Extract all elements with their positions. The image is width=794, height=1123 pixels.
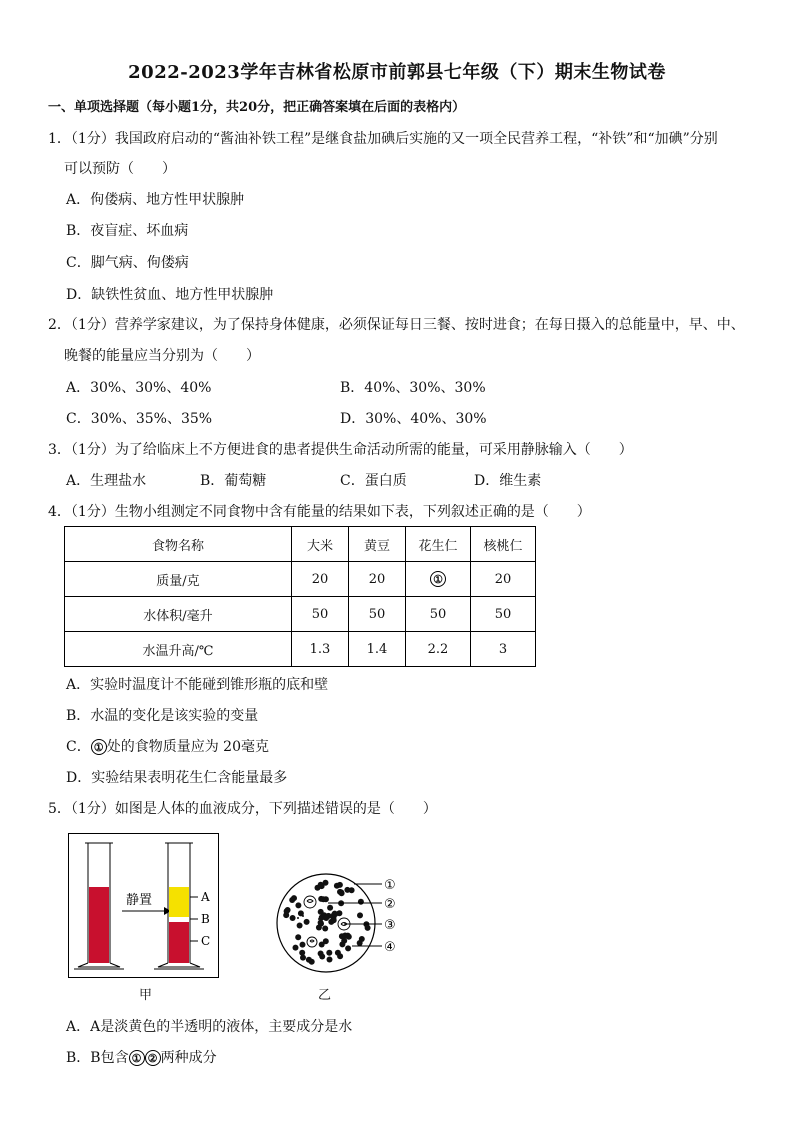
table-cell: 质量/克 [65,562,292,597]
q2-option-a: A．30%、30%、40% [66,380,212,396]
q1-stem: 1．（1分）我国政府启动的“酱油补铁工程”是继食盐加碘后实施的又一项全民营养工程，“补铁”和“加碘”分别 [48,131,718,147]
red-blood-cell [297,923,303,929]
table-cell: 50 [471,597,536,632]
table-header-cell: 花生仁 [406,527,471,562]
blood-smear-figure [272,870,410,976]
food-energy-table [64,526,536,667]
table-cell [406,562,471,597]
table-header-cell: 核桃仁 [471,527,536,562]
figure-caption-jia: 甲 [139,988,153,1003]
q4-option-c [66,736,269,756]
red-blood-cell [318,920,324,926]
q5-stem: 5．（1分）如图是人体的血液成分，下列描述错误的是（ ） [48,801,437,817]
red-blood-cell [327,905,333,911]
table-header-row [65,527,536,562]
page-title: 2022-2023学年吉林省松原市前郭县七年级（下）期末生物试卷 [128,62,666,83]
q4-stem: 4．（1分）生物小组测定不同食物中含有能量的结果如下表，下列叙述正确的是（ ） [48,504,591,520]
red-blood-cell [306,957,312,963]
table-cell: 20 [292,562,349,597]
q2-option-b: B．40%、30%、30% [340,380,486,396]
q4-option-a: A．实验时温度计不能碰到锥形瓶的底和壁 [66,677,329,693]
red-blood-cell [299,950,305,956]
q2-option-c: C．30%、35%、35% [66,411,213,427]
q5-option-b [66,1047,217,1067]
red-blood-cell [284,908,290,914]
red-blood-cell [339,890,345,896]
q3-option-b: B．葡萄糖 [200,473,267,489]
q2-stem: 2．（1分）营养学家建议，为了保持身体健康，必须保证每日三餐、按时进食；在每日摄入的总能量中，早、中、 [48,317,745,333]
layer-label-a: A [201,890,210,904]
red-blood-cell [300,942,306,948]
table-header-cell: 黄豆 [349,527,406,562]
table-row [65,562,536,597]
table-cell: 1.3 [292,632,349,667]
red-blood-cell [295,902,301,908]
q1-option-b: B．夜盲症、坏血病 [66,223,189,239]
red-blood-cell [332,911,338,917]
q3-option-c: C．蛋白质 [340,473,407,489]
table-cell: 1.4 [349,632,406,667]
red-blood-cell [290,915,296,921]
q1-stem-cont: 可以预防（ ） [64,161,176,177]
q1-option-a: A．佝偻病、地方性甲状腺肿 [66,192,245,208]
cell-label-2: ② [384,897,396,912]
red-blood-cell [291,895,297,901]
red-blood-cell [357,912,363,918]
red-blood-cell [342,933,348,939]
q1-option-d: D．缺铁性贫血、地方性甲状腺肿 [66,287,274,303]
red-blood-cell [318,882,324,888]
red-blood-cell [357,940,363,946]
red-blood-cell [293,945,299,951]
table-cell: 50 [292,597,349,632]
q4-option-b: B．水温的变化是该实验的变量 [66,708,259,724]
layer-label-b: B [201,912,210,926]
q5-option-b-text: 两种成分 [160,1050,217,1066]
q5-option-a: A．A是淡黄色的半透明的液体，主要成分是水 [66,1019,353,1035]
red-blood-cell [322,926,328,932]
circled-number-1: ① [430,571,446,587]
red-blood-cell [335,950,341,956]
red-blood-cell [349,887,355,893]
table-cell: 50 [406,597,471,632]
table-cell: 水体积/毫升 [65,597,292,632]
red-blood-cell [323,938,329,944]
red-blood-cell [320,896,326,902]
circled-number-1: ① [91,739,107,755]
red-blood-cell [331,917,337,923]
table-cell: 水温升高/℃ [65,632,292,667]
table-cell: 50 [349,597,406,632]
q2-stem-cont: 晚餐的能量应当分别为（ ） [64,348,260,364]
q4-option-c-prefix: C． [66,739,91,755]
table-row [65,597,536,632]
red-blood-cell [326,950,332,956]
blood-cylinder-figure [68,833,220,979]
layer-label-c: C [201,934,211,948]
table-cell: 20 [471,562,536,597]
red-blood-cell [327,957,333,963]
circled-number-1: ① [129,1050,145,1066]
red-blood-cell [323,915,329,921]
q3-option-a: A．生理盐水 [66,473,147,489]
table-cell: 2.2 [406,632,471,667]
section-heading: 一、单项选择题（每小题1分，共20分，把正确答案填在后面的表格内） [48,100,466,115]
red-blood-cell [345,945,351,951]
q5-option-b-prefix: B．B包含 [66,1050,129,1066]
red-blood-cell [341,938,347,944]
table-cell: 20 [349,562,406,597]
q2-option-d: D．30%、40%、30% [340,411,487,427]
cell-label-3: ③ [384,918,396,933]
red-blood-cell [334,883,340,889]
figure-caption-yi: 乙 [318,988,332,1003]
cell-label-1: ① [384,878,396,893]
settle-label: 静置 [126,893,153,908]
red-blood-cell [318,909,324,915]
circled-number-2: ② [145,1050,161,1066]
q4-option-d: D．实验结果表明花生仁含能量最多 [66,770,288,786]
table-header-cell: 大米 [292,527,349,562]
red-blood-cell [319,954,325,960]
red-blood-cell [304,919,310,925]
q1-option-c: C．脚气病、佝偻病 [66,255,189,271]
q3-option-d: D．维生素 [474,473,542,489]
q3-stem: 3．（1分）为了给临床上不方便进食的患者提供生命活动所需的能量，可采用静脉输入（ ） [48,442,633,458]
table-cell: 3 [471,632,536,667]
red-blood-cell [295,934,301,940]
q4-option-c-text: 处的食物质量应为 20毫克 [106,739,269,755]
cell-label-4: ④ [384,940,396,955]
red-blood-cell [358,899,364,905]
table-header-cell: 食物名称 [65,527,292,562]
table-row [65,632,536,667]
